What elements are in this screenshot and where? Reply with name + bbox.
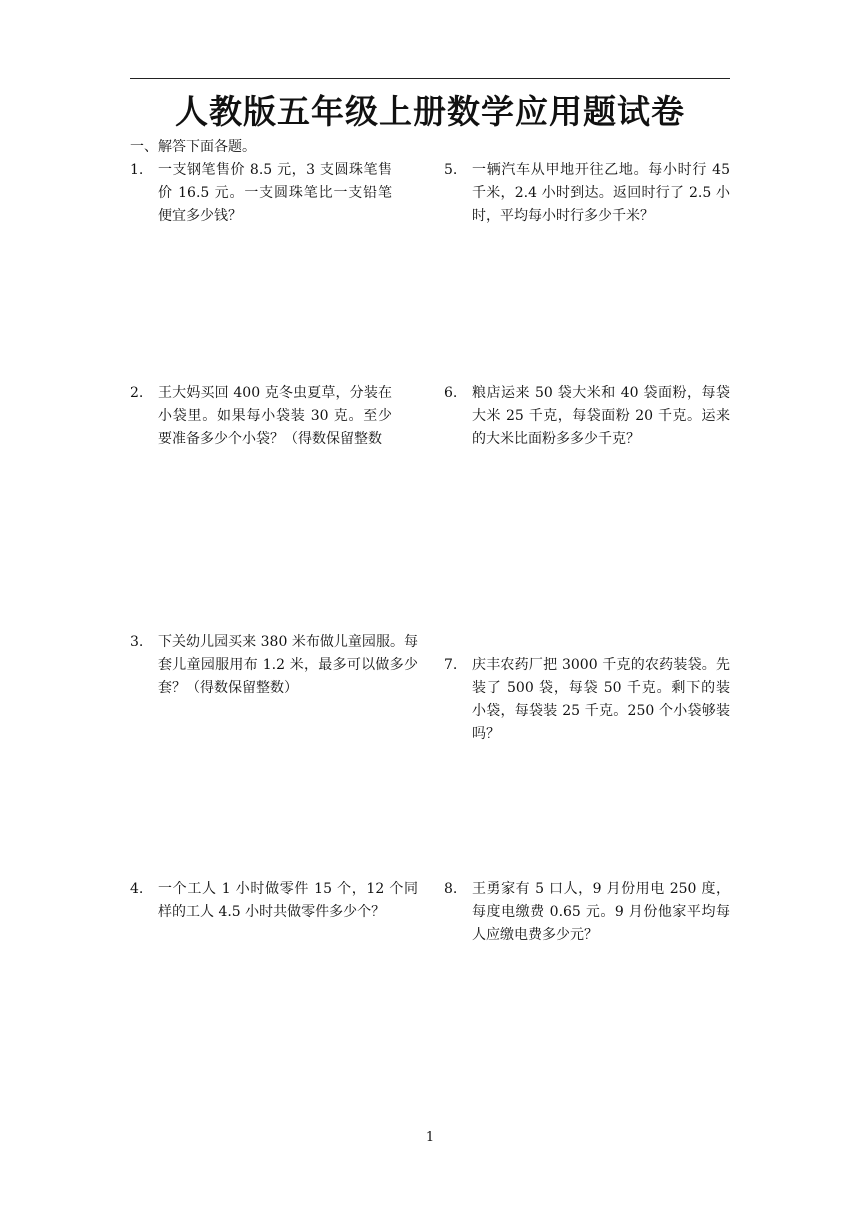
question-1: [130, 159, 392, 228]
section-heading: 一、解答下面各题。: [130, 139, 256, 155]
question-number: 6.: [444, 385, 458, 401]
question-text: 下关幼儿园买来 380 米布做儿童园服。每套儿童园服用布 1.2 米，最多可以做多少套？（得数保留整数）: [158, 634, 418, 696]
question-text: 庆丰农药厂把 3000 千克的农药装袋。先装了 500 袋，每袋 50 千克。剩下的装小袋，每袋装 25 千克。250 个小袋够装吗？: [472, 657, 730, 742]
question-4: [130, 878, 418, 924]
question-number: 3.: [130, 634, 144, 650]
question-text: 王大妈买回 400 克冬虫夏草，分装在小袋里。如果每小袋装 30 克。至少要准备多少个小袋？（得数保留整数: [158, 385, 392, 447]
question-text: 一个工人 1 小时做零件 15 个，12 个同样的工人 4.5 小时共做零件多少个？: [158, 881, 418, 920]
question-5: [444, 159, 730, 228]
question-2: [130, 382, 392, 451]
question-3: [130, 631, 418, 700]
question-8: [444, 878, 730, 947]
question-7: [444, 654, 730, 746]
question-number: 8.: [444, 881, 458, 897]
page-number: 1: [425, 1130, 435, 1145]
question-number: 1.: [130, 162, 144, 178]
page-title: 人教版五年级上册数学应用题试卷: [175, 92, 685, 131]
question-text: 一辆汽车从甲地开往乙地。每小时行 45 千米，2.4 小时到达。返回时行了 2.5 小时，平均每小时行多少千米？: [472, 162, 730, 224]
question-number: 2.: [130, 385, 144, 401]
question-text: 王勇家有 5 口人，9 月份用电 250 度，每度电缴费 0.65 元。9 月份他家平均每人应缴电费多少元？: [472, 881, 730, 943]
header-rule: [130, 78, 730, 79]
question-text: 一支钢笔售价 8.5 元，3 支圆珠笔售价 16.5 元。一支圆珠笔比一支铅笔便宜多少钱？: [158, 162, 392, 224]
question-number: 4.: [130, 881, 144, 897]
question-number: 5.: [444, 162, 458, 178]
question-number: 7.: [444, 657, 458, 673]
question-6: [444, 382, 730, 451]
question-text: 粮店运来 50 袋大米和 40 袋面粉，每袋大米 25 千克，每袋面粉 20 千克。运来的大米比面粉多多少千克？: [472, 385, 730, 447]
